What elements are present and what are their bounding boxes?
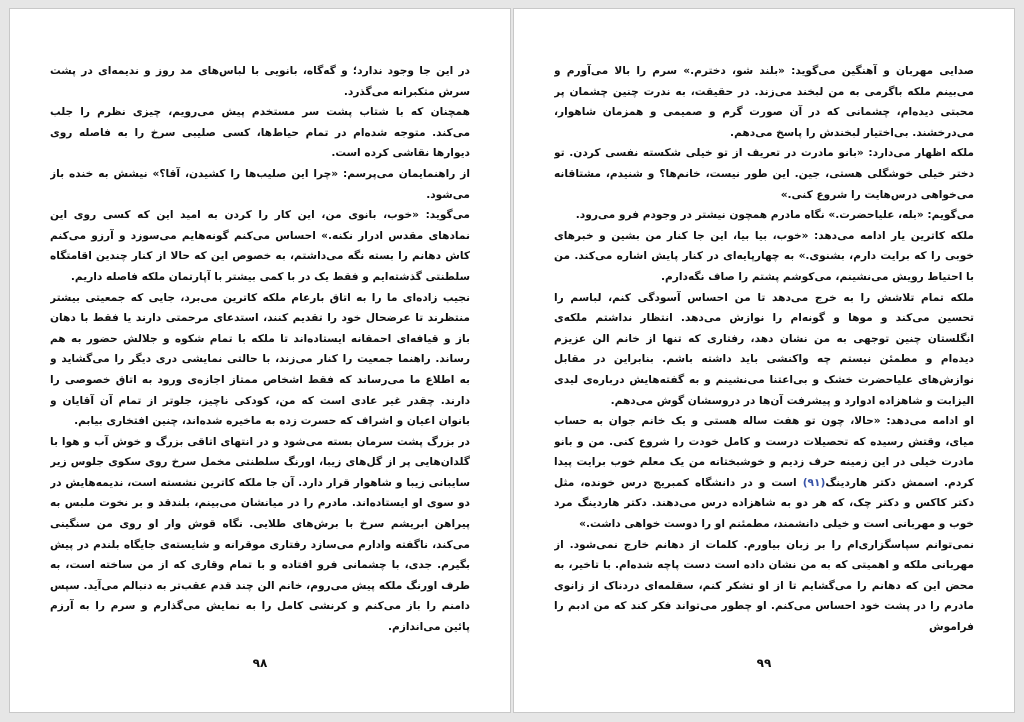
right-page bbox=[514, 9, 1014, 712]
paragraph: همچنان که با شتاب پشت سر مستخدم پیش می‌رویم، چیزی نظرم را جلب می‌کند. متوجه شده‌ام در تمام حیاط‌ها، کسی صلیبی سرخ را به فاصله روی دیوارها نقاشی کرده است. bbox=[50, 106, 470, 160]
paragraph: نمی‌توانم سپاسگزاری‌ام را بر زبان بیاورم. کلمات از دهانم خارج نمی‌شود. از مهربانی ملکه و اهمیتی که به من نشان داده است دست پاچه شده‌ام. با تاخیر، به محض این که دهانم را می‌گشایم تا از او تشکر کنم، سقلمه‌ای دردناک از زانوی مادرم را در پشت خود احساس می‌کنم. او چطور می‌تواند فکر کند که من ادبم را فراموش bbox=[554, 538, 974, 634]
left-page-text bbox=[50, 61, 470, 641]
left-page bbox=[10, 9, 510, 712]
page-number: ۹۸ bbox=[252, 656, 268, 670]
paragraph: صدایی مهربان و آهنگین می‌گوید: «بلند شو، دخترم.» سرم را بالا می‌آورم و می‌بینم ملکه باگرمی به من لبخند می‌زند. در حقیقت، به ندرت چنین چشمان پر محبتی دیده‌ام، چشمانی که در آن صورت گرم و صمیمی و همزمان شاهوار، می‌درخشند. بی‌اختیار لبخندش را پاسخ می‌دهم. bbox=[554, 65, 974, 139]
paragraph: می‌گوید: «خوب، بانوی من، این کار را کردن به امید این که کسی روی این نمادهای مقدس ادرار نکنه.» احساس می‌کنم گونه‌هایم می‌سوزد و آرزو می‌کنم کاش دهانم را بسته نگه می‌داشتم، به خصوص این که حالا از کنار چندین اقامتگاه سلطنتی گذشته‌ایم و فقط یک در با کمی بیشتر با آپارتمان ملکه فاصله داریم. bbox=[50, 209, 470, 283]
page-number: ۹۹ bbox=[756, 656, 772, 670]
paragraph: ملکه اظهار می‌دارد: «بانو مادرت در تعریف از تو خیلی شکسته نفسی کردن. تو دختر خیلی خوشگلی هستی، جین. این طور نیست، خانم‌ها؟ و شنیدم، مشتاقانه می‌خواهی درس‌هایت را شروع کنی.» bbox=[554, 147, 974, 201]
paragraph: در بزرگ پشت سرمان بسته می‌شود و در انتهای اتاقی بزرگ و خوش آب و هوا با گلدان‌هایی پر از گل‌های زیبا، اورنگ سلطنتی مخمل سرخ روی سکوی جلوس زیر سایبانی زیبا و شاهوار قرار دارد. آن جا ملکه کاترین نشسته است، ندیمه‌هایش در دو سوی او ایستاده‌اند. مادرم را در میانشان می‌بینم، بلندقد و بر نخوت ملبس به پیراهن ابریشم سرخ با برش‌های طلایی. نگاه قوش وار او روی من سنگینی می‌کند، ناگفته وادارم می‌سازد رفتاری موقرانه و شایسته‌ی جایگاه بلندم در پیش بگیرم. جدی، با چشمانی فرو افتاده و با تمام وقاری که از من ساخته است، به طرف اورنگ ملکه پیش می‌روم، خانم الن چند قدم عقب‌تر به دنبالم می‌آید. سپس دامنم را باز می‌کنم و کرنشی کامل را به نمایش می‌گذارم و سرم را به آرزم پائین می‌اندازم. bbox=[50, 435, 470, 634]
right-page-text bbox=[554, 61, 974, 641]
paragraph: در این جا وجود ندارد؛ و گه‌گاه، بانویی با لباس‌های مد روز و ندیمه‌ای در پشت سرش متکبرانه می‌گذرد. bbox=[50, 65, 470, 98]
paragraph: می‌گویم: «بله، علیاحضرت.» نگاه مادرم همچون نیشتر در وجودم فرو می‌رود. bbox=[575, 209, 974, 222]
paragraph: ملکه تمام تلاشش را به خرج می‌دهد تا من احساس آسودگی کنم، لباسم را تحسین می‌کند و موها و گونه‌ام را نوازش می‌دهد. انتظار نداشتم ملکه‌ی انگلستان چنین توجهی به من نشان دهد، رفتاری که تنها از خانم الن عزیزم دیده‌ام و مطمئن نیستم چه واکنشی باید داشته باشم. بنابراین در مقابل نوازش‌های علیاحضرت خشک و بی‌اعتنا می‌نشینم و به گفته‌هایش درباره‌ی لیدی الیزابت و شاهزاده ادوارد و پیشرفت آن‌ها در دروسشان گوش می‌دهم. bbox=[554, 291, 974, 407]
footnote-ref-link[interactable]: (۹۱) bbox=[802, 476, 826, 489]
paragraph: نجیب زاده‌ای ما را به اتاق بارعام ملکه کاترین می‌برد، جایی که جمعیتی بیشتر منتظرند تا عرضحال خود را تقدیم کنند، استدعای مرحمتی دارند یا فقط با دهان باز و قیافه‌ای احمقانه ایستاده‌اند تا ملکه با تمام شکوه و جلالش حضور به هم رساند. راهنما جمعیت را کنار می‌زند، با حالتی نمایشی دری دیگر را می‌گشاید و به اطلاع ما می‌رساند که فقط اشخاص ممتاز اجازه‌ی ورود به اتاق خصوصی را دارند. چقدر غیر عادی است که من، کودکی ناچیز، جلوتر از تمام آن آقایان و بانوان اعیان و اشراف که حسرت زده به ماخیره شده‌اند، چنین افتخاری بیابم. bbox=[50, 291, 470, 428]
paragraph: ملکه کاترین یار ادامه می‌دهد: «خوب، بیا بیا، این جا کنار من بشین و خبرهای خوبی را که برایت دارم، بشنوی.» به چهارپایه‌ای در کنار پایش اشاره می‌کند. من با احتیاط رویش می‌نشینم، می‌کوشم پشتم را صاف نگه‌دارم. bbox=[554, 229, 974, 283]
paragraph: از راهنمایمان می‌پرسم: «چرا این صلیب‌ها را کشیدن، آقا؟» نیشش به خنده باز می‌شود. bbox=[50, 167, 470, 201]
paragraph bbox=[554, 411, 974, 535]
paragraph-text: است و در دانشگاه کمبریج درس خونده، مثل دکتر کاکس و دکتر چک، که هر دو به شاهزاده درس می‌دهند. دکتر هاردینگ مرد خوب و مهربانی است و خیلی دانشمند، مطمئنم او را دوست خواهی داشت.» bbox=[554, 476, 974, 531]
paragraph-text: او ادامه می‌دهد: «حالا، چون تو هفت ساله هستی و یک خانم جوان به حساب میای، وقتش رسیده که تحصیلات درست و کامل خودت را شروع کنی. من و بانو مادرت خیلی در این زمینه حرف زدیم و خوشبختانه من یک معلم خوب برایت پیدا کردم. اسمش دکتر هاردینگ bbox=[554, 415, 974, 489]
